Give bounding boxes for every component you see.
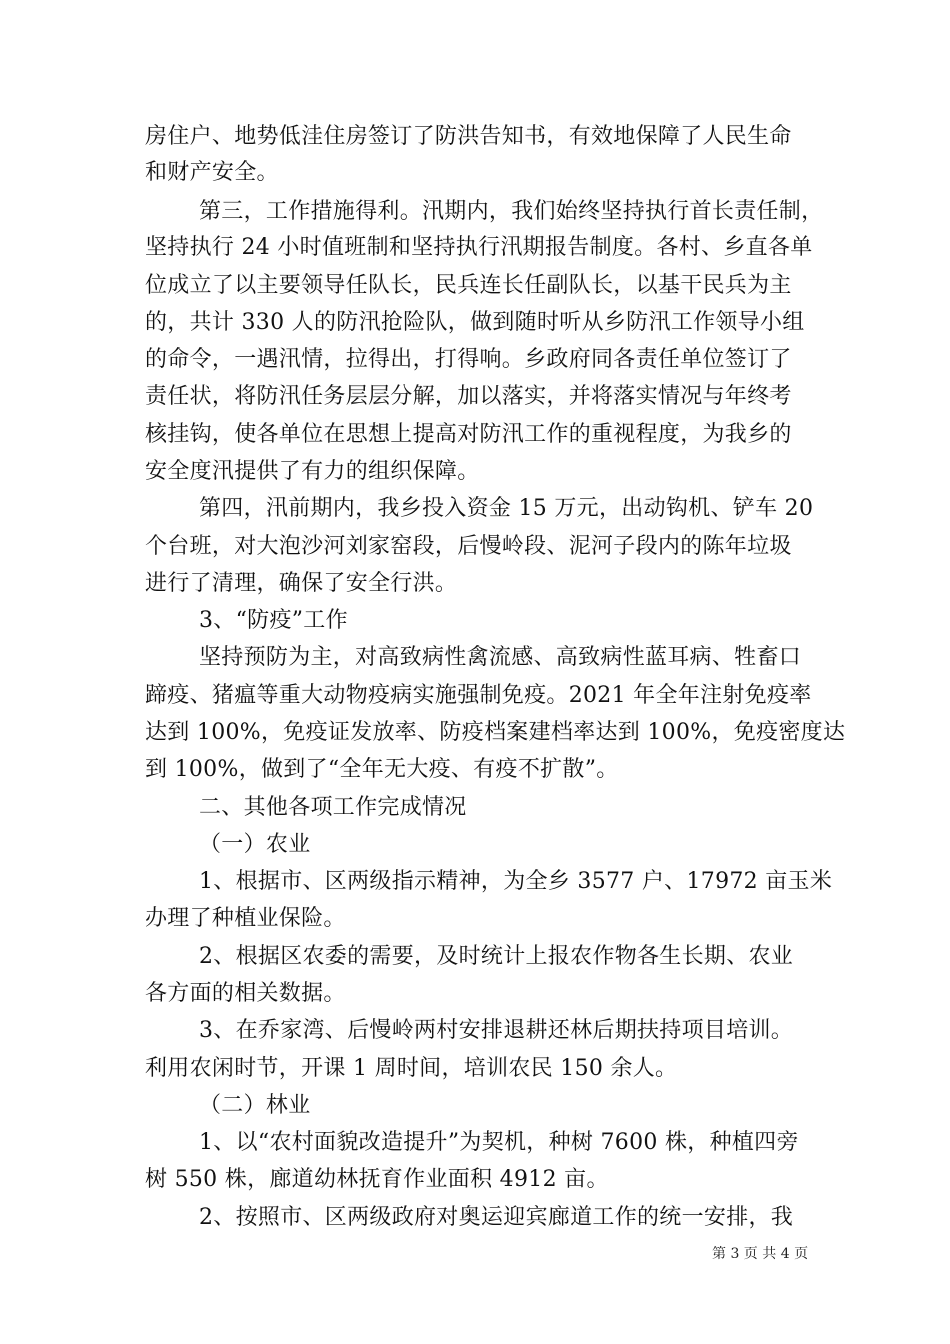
text-line: 树 550 株，廊道幼林抚育作业面积 4912 亩。 [145, 1167, 609, 1192]
text-line: 办理了种植业保险。 [145, 906, 346, 931]
text-line: 3、在乔家湾、后慢岭两村安排退耕还林后期扶持项目培训。 [199, 1018, 794, 1043]
text-line: 个台班，对大泡沙河刘家窑段，后慢岭段、泥河子段内的陈年垃圾 [145, 534, 792, 559]
text-line: 坚持执行 24 小时值班制和坚持执行汛期报告制度。各村、乡直各单 [145, 235, 813, 260]
text-line: 的，共计 330 人的防汛抢险队，做到随时听从乡防汛工作领导小组 [145, 310, 805, 335]
text-line: 蹄疫、猪瘟等重大动物疫病实施强制免疫。2021 年全年注射免疫率 [145, 683, 812, 708]
text-line: 安全度汛提供了有力的组织保障。 [145, 459, 480, 484]
section-heading: 二、其他各项工作完成情况 [199, 795, 467, 820]
page-number: 第 3 页 共 4 页 [712, 1246, 809, 1262]
text-line: 责任状，将防汛任务层层分解，加以落实，并将落实情况与年终考 [145, 384, 792, 409]
text-line: 达到 100%，免疫证发放率、防疫档案建档率达到 100%，免疫密度达 [145, 720, 846, 745]
text-line: 利用农闲时节，开课 1 周时间，培训农民 150 余人。 [145, 1056, 678, 1081]
text-line: 进行了清理，确保了安全行洪。 [145, 571, 458, 596]
text-line: 第四，汛前期内，我乡投入资金 15 万元，出动钩机、铲车 20 [199, 496, 814, 521]
text-line: 各方面的相关数据。 [145, 981, 346, 1006]
text-line: 2、按照市、区两级政府对奥运迎宾廊道工作的统一安排，我 [199, 1205, 794, 1230]
text-line: 和财产安全。 [145, 160, 279, 185]
text-line: 第三，工作措施得利。汛期内，我们始终坚持执行首长责任制， [199, 199, 824, 224]
subsection-heading: （一）农业 [199, 832, 311, 857]
subsection-heading: （二）林业 [199, 1093, 311, 1118]
text-line: 1、以“农村面貌改造提升”为契机，种树 7600 株，种植四旁 [199, 1130, 799, 1155]
text-line: 2、根据区农委的需要，及时统计上报农作物各生长期、农业 [199, 944, 794, 969]
text-line: 1、根据市、区两级指示精神，为全乡 3577 户、17972 亩玉米 [199, 869, 833, 894]
text-line: 核挂钩，使各单位在思想上提高对防汛工作的重视程度，为我乡的 [145, 422, 792, 447]
text-line: 位成立了以主要领导任队长，民兵连长任副队长，以基干民兵为主 [145, 273, 792, 298]
text-line: 房住户、地势低洼住房签订了防洪告知书，有效地保障了人民生命 [145, 124, 792, 149]
section-heading: 3、“防疫”工作 [199, 608, 348, 633]
text-line: 的命令，一遇汛情，拉得出，打得响。乡政府同各责任单位签订了 [145, 347, 792, 372]
text-line: 坚持预防为主，对高致病性禽流感、高致病性蓝耳病、牲畜口 [199, 645, 802, 670]
text-line: 到 100%，做到了“全年无大疫、有疫不扩散”。 [145, 757, 619, 782]
